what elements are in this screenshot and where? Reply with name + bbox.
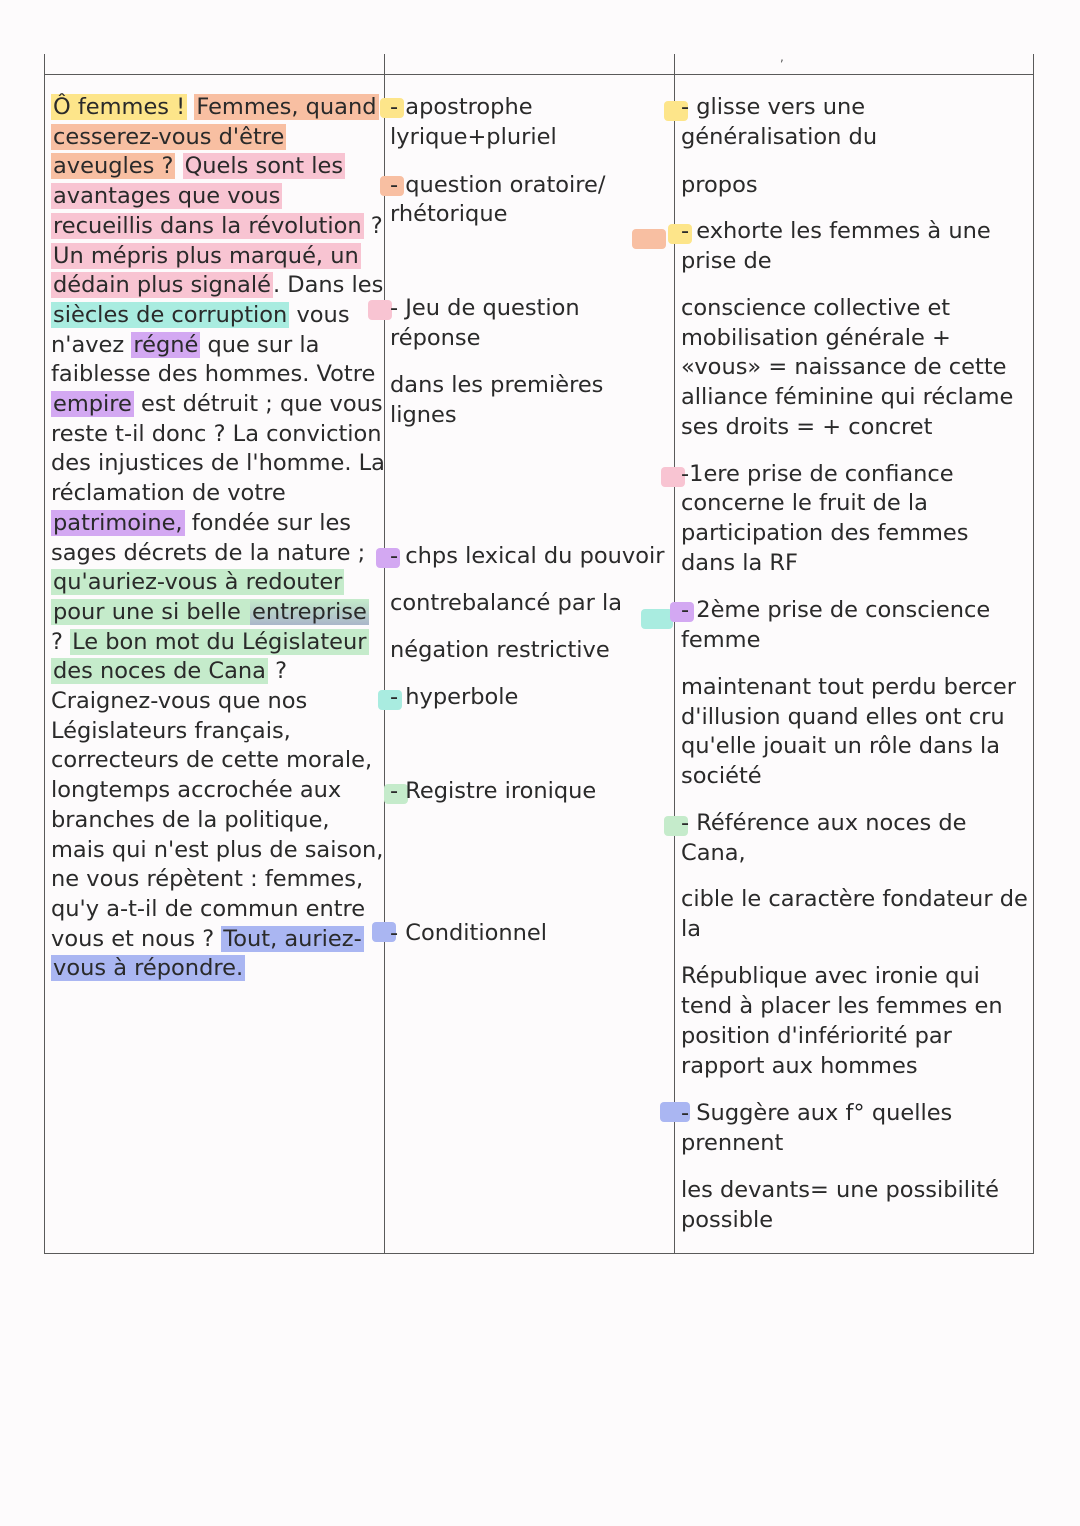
interpretation-item: République avec ironie qui [681,963,980,989]
procede-item: réponse [390,325,481,351]
procede-item: - chps lexical du pouvoir [390,543,665,569]
interpretation-item: - glisse vers une [681,94,866,120]
interpretation-item: les devants= une possibilité [681,1177,999,1203]
interpretation-item: - Suggère aux f° quelles [681,1100,953,1126]
interpretation-item: ses droits = + concret [681,414,933,440]
pink-marker [368,300,392,320]
procede-item: rhétorique [390,201,508,227]
interpretation-item: possible [681,1207,774,1233]
interpretation-item: - exhorte les femmes à une [681,218,991,244]
interpretation-item: d'illusion quand elles ont cru [681,704,1005,730]
interpretation-item: -1ere prise de confiance [681,461,954,487]
interpretation-item: position d'infériorité par [681,1023,952,1049]
procede-item: contrebalancé par la [390,590,623,616]
procede-item: - Conditionnel [390,920,548,946]
highlight-cana: Le bon mot du Législateur des noces de Cana [53,628,367,685]
interpretation-item: généralisation du [681,124,878,150]
interpretation-item: «vous» = naissance de cette [681,354,1007,380]
procede-item: - Jeu de question [390,295,580,321]
procede-item: - Registre ironique [390,778,597,804]
interpretation-item: société [681,763,762,789]
interpretation-item: cible le caractère fondateur de [681,886,1028,912]
highlight-entreprise: entreprise [251,598,367,625]
interpretation-item: - Référence aux noces de [681,810,967,836]
interpretation-item: la [681,916,702,942]
procede-item: lyrique+pluriel [390,124,557,150]
highlight-empire: empire [53,391,132,418]
highlight-question: Femmes, quand cesserez-vous d'être aveugles ? [53,94,377,180]
procede-item: - apostrophe [390,94,533,120]
interpretation-item: prennent [681,1130,784,1156]
highlight-hyperbole: siècles de corruption [53,301,288,328]
interpretation-item: - 2ème prise de conscience [681,597,991,623]
highlight-regne: régné [133,331,199,358]
interpretation-item: participation des femmes [681,520,969,546]
procede-item: - hyperbole [390,684,519,710]
highlight-question-reponse: Quels sont les avantages que vous recueillis dans la révolution [53,153,362,239]
interpretation-item: rapport aux hommes [681,1053,918,1079]
procede-item: - question oratoire/ [390,172,606,198]
interpretation-item: dans la RF [681,550,798,576]
source-text-column: Ô femmes ! Femmes, quand cesserez-vous d'être aveugles ? Quels sont les avantages que vous recueillis dans la révolution ? Un mépris plus marqué, un dédain plus signalé. Dans les siècles de corruption vous n'avez régné que sur la faiblesse des hommes. Votre empire est détruit ; que vous reste t-il donc ? La conviction des injustices de l'homme. La réclamation de votre patrimoine, fondée sur les sages décrets de la nature ; qu'auriez-vous à redouter pour une si belle entreprise ? Le bon mot du Législateur des noces de Cana ? Craignez-vous que nos Législateurs français, correcteurs de cette morale, longtemps accrochée aux branches de la politique, mais qui n'est plus de saison, ne vous répètent : femmes, qu'y a-t-il de commun entre vous et nous ? Tout, auriez-vous à répondre. [51,94,385,982]
interpretation-item: Cana, [681,840,746,866]
highlight-patrimoine: patrimoine, [53,509,183,536]
highlight-conditionnel: Tout, auriez-vous à répondre. [53,925,362,982]
interpretation-item: qu'elle jouait un rôle dans la [681,733,1001,759]
interpretation-item: femme [681,627,761,653]
interpretation-item: conscience collective et [681,295,951,321]
interpretation-item: prise de [681,248,772,274]
interpretation-item: maintenant tout perdu bercer [681,674,1017,700]
interpretation-item: tend à placer les femmes en [681,993,1003,1019]
interpretation-item: concerne le fruit de la [681,490,928,516]
header-mark: , [780,50,784,64]
orange-marker [632,229,666,249]
procede-item: dans les premières [390,372,604,398]
cyan-marker [641,609,673,629]
interpretation-item: propos [681,172,758,198]
highlight-ironie: qu'auriez-vous à redouter pour une si belle [53,569,343,625]
interpretation-item: mobilisation générale + [681,325,951,351]
highlight-reponse: Un mépris plus marqué, un dédain plus signalé [53,242,359,299]
header-divider [45,74,1033,75]
procede-item: négation restrictive [390,637,610,663]
interpretation-item: alliance féminine qui réclame [681,384,1014,410]
procede-item: lignes [390,402,457,428]
highlight-apostrophe: Ô femmes ! [53,94,186,120]
